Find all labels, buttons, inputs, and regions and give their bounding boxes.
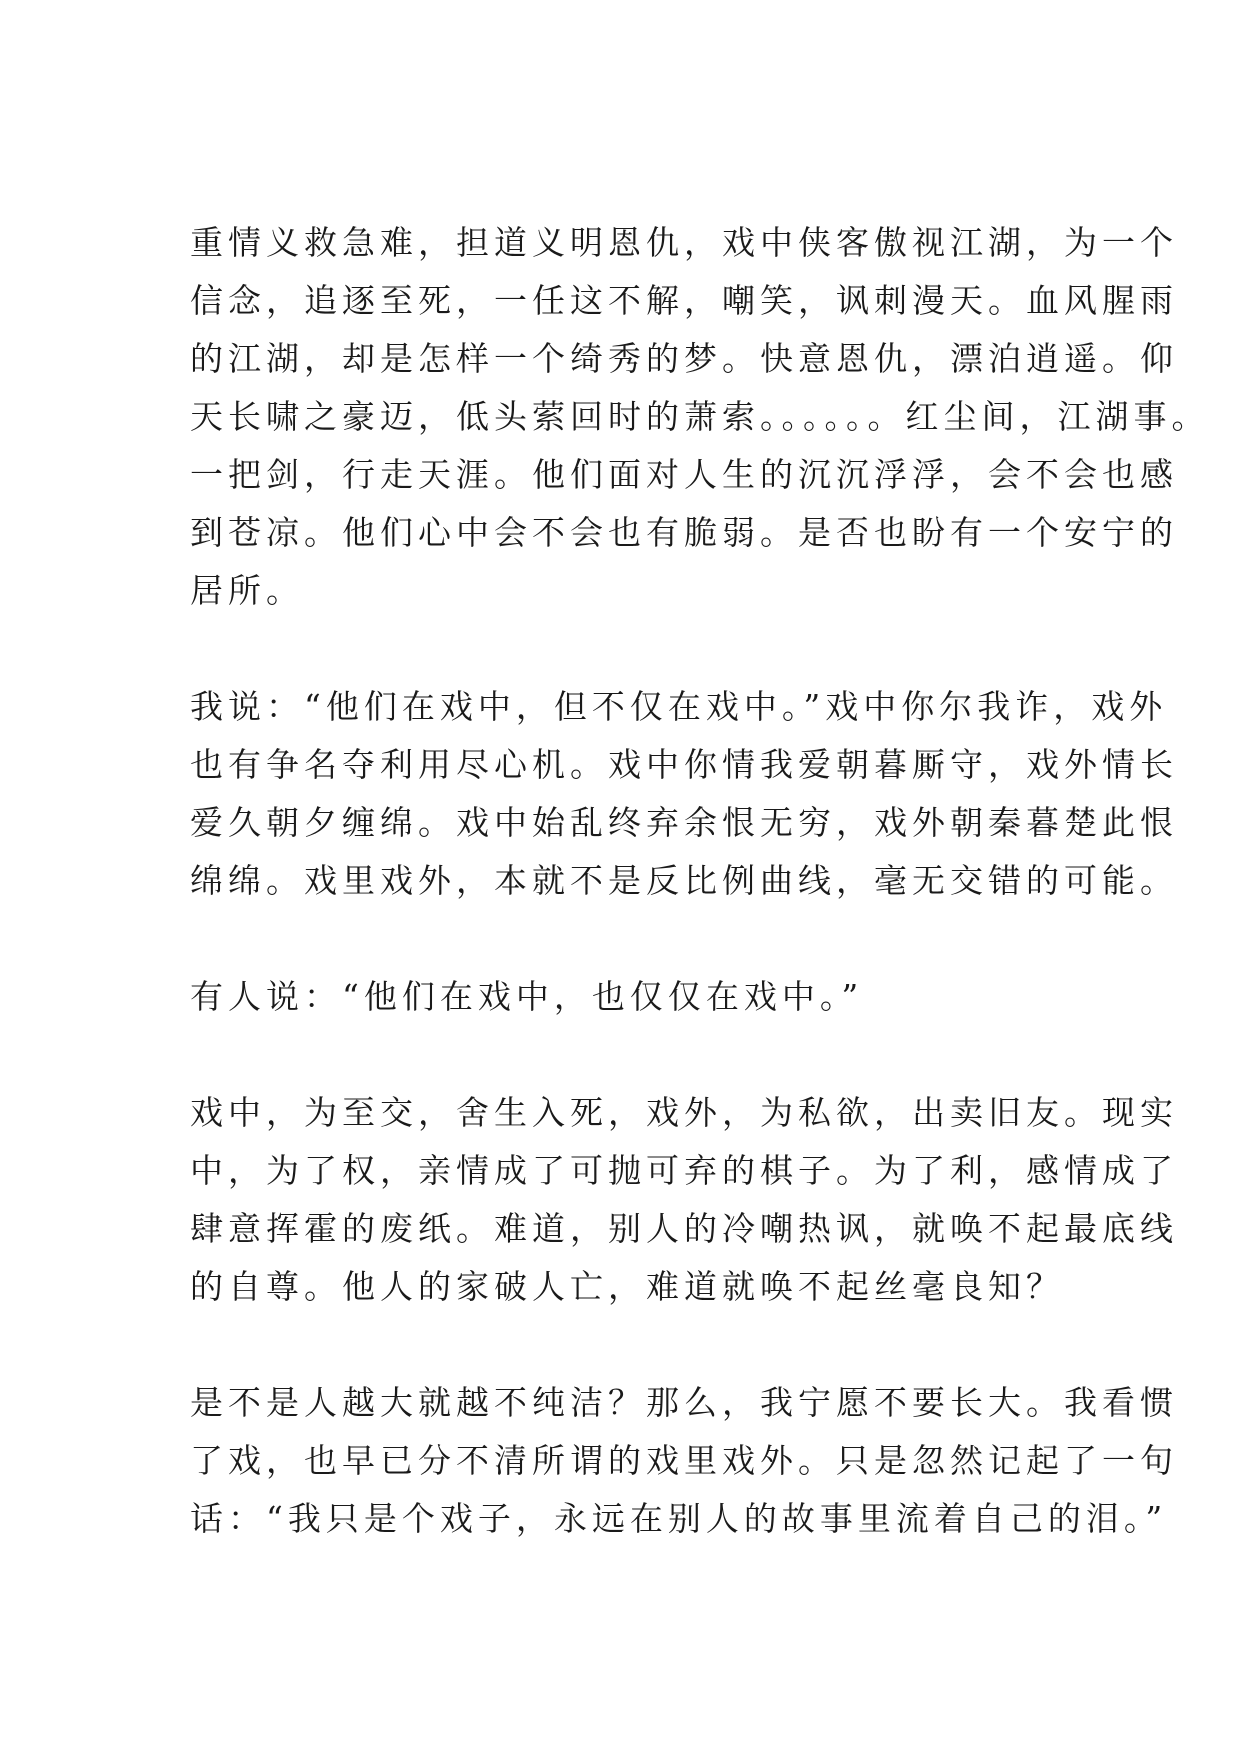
text-line: 一把剑，行走天涯。他们面对人生的沉沉浮浮，会不会也感	[190, 455, 1178, 494]
paragraph-spacer	[190, 1026, 1070, 1084]
paragraph-2	[190, 678, 1178, 910]
text-line: 了戏，也早已分不清所谓的戏里戏外。只是忽然记起了一句	[190, 1441, 1178, 1480]
paragraph-3	[190, 968, 1070, 1026]
text-line: 我说：“他们在戏中，但不仅在戏中。”戏中你尔我诈，戏外	[190, 687, 1168, 726]
text-line: 天长啸之豪迈，低头萦回时的萧索。。。。。。红尘间，江湖事。	[190, 397, 1210, 436]
text-line: 也有争名夺利用尽心机。戏中你情我爱朝暮厮守，戏外情长	[190, 745, 1178, 784]
paragraph-5	[190, 1374, 1178, 1548]
text-line: 话：“我只是个戏子，永远在别人的故事里流着自己的泪。”	[190, 1499, 1168, 1538]
essay-body	[190, 214, 1210, 1548]
text-line: 重情义救急难，担道义明恩仇，戏中侠客傲视江湖，为一个	[190, 223, 1178, 262]
text-line: 绵绵。戏里戏外，本就不是反比例曲线，毫无交错的可能。	[190, 861, 1178, 900]
text-line: 中，为了权，亲情成了可抛可弃的棋子。为了利，感情成了	[190, 1151, 1178, 1190]
paragraph-spacer	[190, 1316, 1070, 1374]
paragraph-4	[190, 1084, 1178, 1316]
text-line: 肆意挥霍的废纸。难道，别人的冷嘲热讽，就唤不起最底线	[190, 1209, 1178, 1248]
paragraph-spacer	[190, 620, 1070, 678]
text-line: 到苍凉。他们心中会不会也有脆弱。是否也盼有一个安宁的	[190, 513, 1178, 552]
text-line: 戏中，为至交，舍生入死，戏外，为私欲，出卖旧友。现实	[190, 1093, 1178, 1132]
text-line: 爱久朝夕缠绵。戏中始乱终弃余恨无穷，戏外朝秦暮楚此恨	[190, 803, 1178, 842]
text-line: 有人说：“他们在戏中，也仅仅在戏中。”	[190, 977, 864, 1016]
text-line: 的自尊。他人的家破人亡，难道就唤不起丝毫良知？	[190, 1267, 1064, 1306]
text-line: 的江湖，却是怎样一个绮秀的梦。快意恩仇，漂泊逍遥。仰	[190, 339, 1178, 378]
text-line: 信念，追逐至死，一任这不解，嘲笑，讽刺漫天。血风腥雨	[190, 281, 1178, 320]
text-line: 是不是人越大就越不纯洁？那么，我宁愿不要长大。我看惯	[190, 1383, 1178, 1422]
text-line: 居所。	[190, 571, 304, 610]
paragraph-spacer	[190, 910, 1070, 968]
paragraph-1	[190, 214, 1210, 620]
